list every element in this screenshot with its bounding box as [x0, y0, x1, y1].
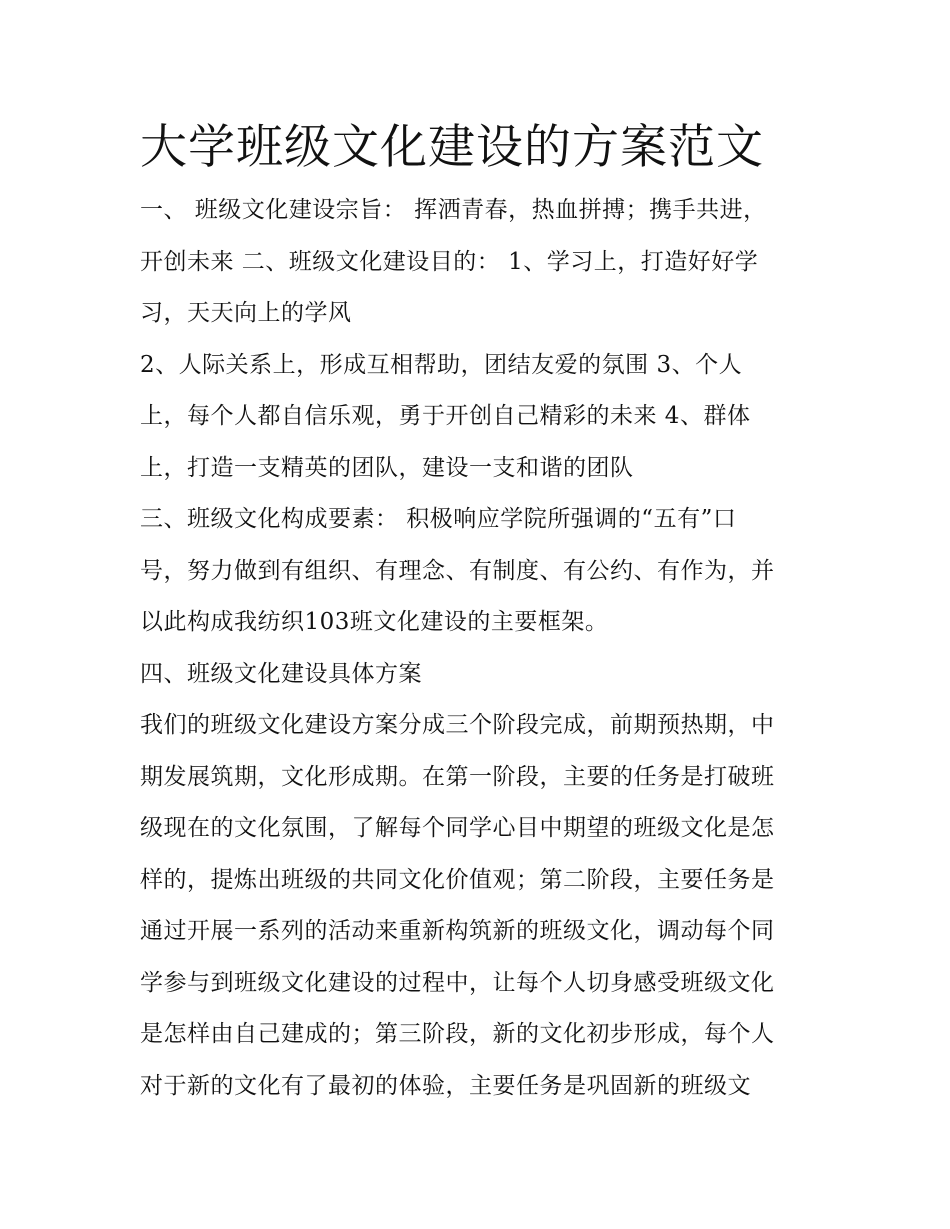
text-line-9: 以此构成我纺织103班文化建设的主要框架。	[140, 609, 609, 635]
text-line-14: 样的，提炼出班级的共同文化价值观；第二阶段，主要任务是	[140, 866, 775, 893]
text-line-12: 期发展筑期，文化形成期。在第一阶段，主要的任务是打破班	[140, 763, 775, 790]
text-line-16: 学参与到班级文化建设的过程中，让每个人切身感受班级文化	[140, 969, 775, 996]
text-line-17: 是怎样由自己建成的；第三阶段，新的文化初步形成，每个人	[140, 1021, 775, 1047]
text-line-8: 号，努力做到有组织、有理念、有制度、有公约、有作为，并	[140, 557, 775, 584]
text-line-2: 开创未来 二、班级文化建设目的： 1、学习上，打造好好学	[140, 248, 759, 275]
text-line-4: 2、人际关系上，形成互相帮助，团结友爱的氛围 3、个人	[140, 351, 743, 378]
text-line-1: 一、 班级文化建设宗旨： 挥洒青春，热血拼搏；携手共进，	[140, 197, 767, 223]
text-line-18: 对于新的文化有了最初的体验，主要任务是巩固新的班级文	[140, 1072, 751, 1099]
text-line-5: 上，每个人都自信乐观，勇于开创自己精彩的未来 4、群体	[140, 403, 751, 429]
text-line-13: 级现在的文化氛围，了解每个同学心目中期望的班级文化是怎	[140, 815, 775, 841]
text-line-10: 四、班级文化建设具体方案	[140, 660, 422, 687]
text-line-3: 习，天天向上的学风	[140, 300, 352, 326]
document-body	[140, 185, 820, 1112]
text-line-11: 我们的班级文化建设方案分成三个阶段完成，前期预热期，中	[140, 712, 775, 738]
document-title: 大学班级文化建设的方案范文	[140, 120, 764, 175]
text-line-7: 三、班级文化构成要素： 积极响应学院所强调的“五有”口	[140, 506, 737, 532]
text-line-6: 上，打造一支精英的团队，建设一支和谐的团队	[140, 454, 634, 481]
text-line-15: 通过开展一系列的活动来重新构筑新的班级文化，调动每个同	[140, 918, 775, 944]
